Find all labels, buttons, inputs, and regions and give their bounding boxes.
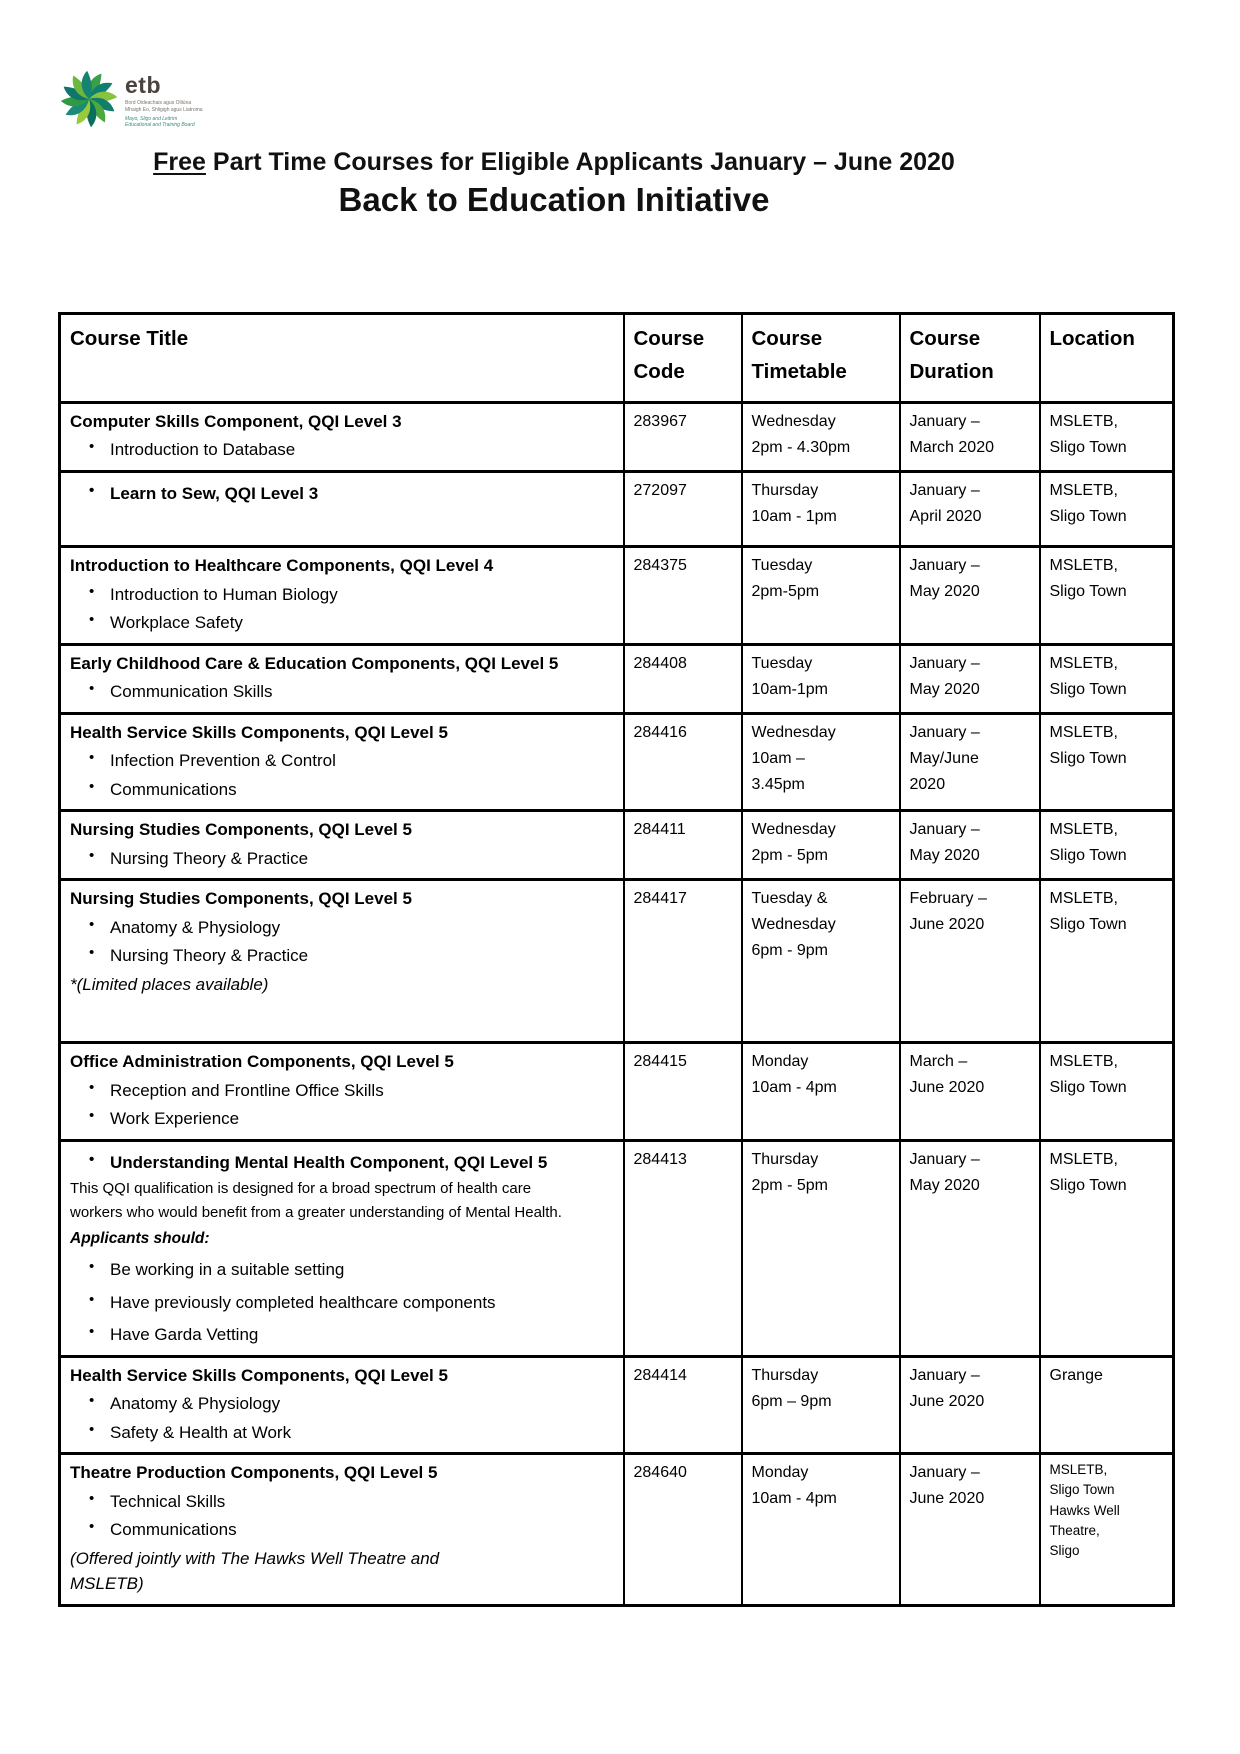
duration-line: January – bbox=[909, 1366, 980, 1384]
course-timetable-cell bbox=[742, 1454, 900, 1606]
timetable-line: 10am - 4pm bbox=[751, 1079, 837, 1097]
course-heading: Introduction to Healthcare Components, QQI Level 4 bbox=[70, 556, 494, 576]
timetable-line: Tuesday & bbox=[751, 890, 828, 908]
etb-logo bbox=[60, 70, 203, 129]
course-bullet-item: • Be working in a suitable setting bbox=[70, 1257, 575, 1283]
course-duration-cell bbox=[900, 1043, 1040, 1141]
course-location-cell bbox=[1040, 811, 1174, 880]
location-line: Sligo Town bbox=[1049, 1176, 1127, 1194]
page-title-block bbox=[0, 148, 1108, 219]
course-code-cell bbox=[624, 1140, 742, 1356]
course-title-cell bbox=[60, 1356, 624, 1454]
course-location-cell bbox=[1040, 1356, 1174, 1454]
location-line: Sligo Town bbox=[1049, 847, 1127, 865]
course-description: This QQI qualification is designed for a broad spectrum of health care workers who would benefit from a greater understanding of Mental Health. bbox=[70, 1180, 562, 1221]
duration-line: May/June bbox=[909, 749, 979, 767]
course-code: 284417 bbox=[633, 890, 687, 908]
course-code-cell bbox=[624, 471, 742, 547]
location-line: Sligo Town bbox=[1049, 680, 1127, 698]
header-line: Code bbox=[633, 359, 685, 383]
header-line: Duration bbox=[909, 359, 994, 383]
location-line: Sligo Town bbox=[1049, 1079, 1127, 1097]
course-note bbox=[70, 1546, 575, 1597]
course-code-cell bbox=[624, 1043, 742, 1141]
location-line: Sligo bbox=[1049, 1543, 1080, 1559]
timetable-line: Tuesday bbox=[751, 557, 813, 575]
course-duration-cell bbox=[900, 402, 1040, 471]
course-timetable-cell bbox=[742, 547, 900, 645]
table-row bbox=[60, 1454, 1174, 1606]
course-duration-cell bbox=[900, 1454, 1040, 1606]
table-row bbox=[60, 1043, 1174, 1141]
applicants-subheading: Applicants should: bbox=[70, 1229, 210, 1247]
course-title-cell bbox=[60, 880, 624, 1043]
course-location-cell bbox=[1040, 402, 1174, 471]
duration-line: March – bbox=[909, 1053, 968, 1071]
table-row bbox=[60, 1356, 1174, 1454]
course-heading: Office Administration Components, QQI Level 5 bbox=[70, 1052, 454, 1072]
timetable-line: 10am - 1pm bbox=[751, 507, 837, 525]
course-code: 284375 bbox=[633, 557, 687, 575]
course-code: 284415 bbox=[633, 1053, 687, 1071]
duration-line: January – bbox=[909, 1150, 980, 1168]
table-row bbox=[60, 644, 1174, 713]
course-code: 283967 bbox=[633, 412, 687, 430]
duration-line: February – bbox=[909, 890, 987, 908]
course-timetable-cell bbox=[742, 713, 900, 811]
course-code-cell bbox=[624, 644, 742, 713]
location-line: Sligo Town bbox=[1049, 916, 1127, 934]
timetable-line: Thursday bbox=[751, 1366, 819, 1384]
course-heading: Nursing Studies Components, QQI Level 5 bbox=[70, 889, 412, 909]
location-line: Sligo Town bbox=[1049, 1482, 1115, 1498]
course-location-cell bbox=[1040, 713, 1174, 811]
course-code: 284640 bbox=[633, 1464, 687, 1482]
course-code: 284408 bbox=[633, 654, 687, 672]
timetable-line: Wednesday bbox=[751, 412, 836, 430]
timetable-line: 6pm – 9pm bbox=[751, 1392, 832, 1410]
course-bullet-item: • Anatomy & Physiology bbox=[70, 1391, 575, 1417]
timetable-line: Monday bbox=[751, 1464, 809, 1482]
course-timetable-cell bbox=[742, 1140, 900, 1356]
duration-line: 2020 bbox=[909, 775, 946, 793]
course-note bbox=[70, 972, 575, 998]
timetable-line: Thursday bbox=[751, 1150, 819, 1168]
course-bullet-item: • Nursing Theory & Practice bbox=[70, 943, 575, 969]
course-heading: Health Service Skills Components, QQI Level 5 bbox=[70, 722, 448, 742]
table-row bbox=[60, 713, 1174, 811]
course-bullet-item: • Safety & Health at Work bbox=[70, 1420, 575, 1446]
course-heading: Computer Skills Component, QQI Level 3 bbox=[70, 411, 402, 431]
course-code: 272097 bbox=[633, 481, 687, 499]
table-row bbox=[60, 547, 1174, 645]
timetable-line: Wednesday bbox=[751, 723, 836, 741]
course-timetable-cell bbox=[742, 471, 900, 547]
header-line: Course Title bbox=[70, 327, 189, 350]
location-line: MSLETB, bbox=[1049, 654, 1118, 672]
location-line: MSLETB, bbox=[1049, 557, 1118, 575]
location-line: MSLETB, bbox=[1049, 1053, 1118, 1071]
timetable-line: Monday bbox=[751, 1053, 809, 1071]
duration-line: May 2020 bbox=[909, 680, 980, 698]
timetable-line: 2pm - 4.30pm bbox=[751, 438, 851, 456]
course-location-cell bbox=[1040, 547, 1174, 645]
timetable-line: 3.45pm bbox=[751, 775, 805, 793]
course-location-cell bbox=[1040, 1140, 1174, 1356]
logo-sub-line: Mhaigh Eo, Shligigh agus Liatroma bbox=[125, 106, 203, 113]
duration-line: January – bbox=[909, 557, 980, 575]
course-location-cell bbox=[1040, 1043, 1174, 1141]
timetable-line: 2pm - 5pm bbox=[751, 1176, 828, 1194]
course-title-cell bbox=[60, 402, 624, 471]
duration-line: May 2020 bbox=[909, 1176, 980, 1194]
course-bullet-item: • Introduction to Database bbox=[70, 437, 575, 463]
course-title-cell bbox=[60, 713, 624, 811]
duration-line: May 2020 bbox=[909, 583, 980, 601]
course-title-cell bbox=[60, 1454, 624, 1606]
location-line: Theatre, bbox=[1049, 1522, 1100, 1538]
course-duration-cell bbox=[900, 547, 1040, 645]
course-code: 284416 bbox=[633, 723, 687, 741]
course-timetable-cell bbox=[742, 811, 900, 880]
course-bullet-item: • Work Experience bbox=[70, 1106, 575, 1132]
course-title-cell bbox=[60, 547, 624, 645]
course-location-cell bbox=[1040, 880, 1174, 1043]
location-line: Sligo Town bbox=[1049, 438, 1127, 456]
note-line: *(Limited places available) bbox=[70, 974, 269, 994]
etb-swirl-icon bbox=[60, 70, 118, 128]
free-underlined-word: Free bbox=[153, 148, 206, 176]
timetable-line: 10am – bbox=[751, 749, 805, 767]
note-line: (Offered jointly with The Hawks Well Theatre and bbox=[70, 1548, 440, 1568]
column-header-course-timetable bbox=[742, 314, 900, 403]
column-header-course-code bbox=[624, 314, 742, 403]
course-timetable-cell bbox=[742, 644, 900, 713]
table-row bbox=[60, 880, 1174, 1043]
location-line: MSLETB, bbox=[1049, 1150, 1118, 1168]
logo-sub-line: Mayo, Sligo and Leitrim bbox=[125, 115, 178, 122]
course-bullet-item: • Anatomy & Physiology bbox=[70, 915, 575, 941]
timetable-line: 6pm - 9pm bbox=[751, 942, 828, 960]
duration-line: March 2020 bbox=[909, 438, 994, 456]
course-title-cell bbox=[60, 644, 624, 713]
header-line: Timetable bbox=[751, 359, 847, 383]
course-bullet-item: • Communications bbox=[70, 777, 575, 803]
course-code: 284411 bbox=[633, 821, 686, 839]
course-code-cell bbox=[624, 1356, 742, 1454]
course-duration-cell bbox=[900, 644, 1040, 713]
course-heading: Theatre Production Components, QQI Level 5 bbox=[70, 1463, 438, 1483]
course-bullet-item: • Have Garda Vetting bbox=[70, 1322, 575, 1348]
timetable-line: Wednesday bbox=[751, 916, 836, 934]
timetable-line: 10am - 4pm bbox=[751, 1490, 837, 1508]
column-header-course-title bbox=[60, 314, 624, 403]
course-code: 284414 bbox=[633, 1366, 687, 1384]
duration-line: January – bbox=[909, 1464, 980, 1482]
location-line: Sligo Town bbox=[1049, 583, 1127, 601]
course-bullet-item: • Communication Skills bbox=[70, 679, 575, 705]
header-line: Course bbox=[909, 327, 981, 350]
course-code-cell bbox=[624, 880, 742, 1043]
duration-line: January – bbox=[909, 412, 980, 430]
location-line: Hawks Well bbox=[1049, 1502, 1120, 1518]
course-bullet-item: • Nursing Theory & Practice bbox=[70, 846, 575, 872]
course-bullet-item: • Have previously completed healthcare components bbox=[70, 1290, 575, 1316]
course-title-cell bbox=[60, 471, 624, 547]
course-bullet-item: • Introduction to Human Biology bbox=[70, 582, 575, 608]
course-duration-cell bbox=[900, 1356, 1040, 1454]
course-duration-cell bbox=[900, 1140, 1040, 1356]
duration-line: June 2020 bbox=[909, 1490, 985, 1508]
course-title-cell bbox=[60, 1043, 624, 1141]
course-timetable-cell bbox=[742, 1043, 900, 1141]
location-line: MSLETB, bbox=[1049, 412, 1118, 430]
header-line: Course bbox=[751, 327, 823, 350]
course-title-cell bbox=[60, 811, 624, 880]
location-line: MSLETB, bbox=[1049, 890, 1118, 908]
timetable-line: Tuesday bbox=[751, 654, 813, 672]
courses-table bbox=[58, 312, 1175, 1607]
course-code-cell bbox=[624, 713, 742, 811]
page-title bbox=[0, 148, 1108, 177]
duration-line: January – bbox=[909, 654, 980, 672]
duration-line: June 2020 bbox=[909, 916, 985, 934]
duration-line: June 2020 bbox=[909, 1079, 985, 1097]
timetable-line: Thursday bbox=[751, 481, 819, 499]
course-code: 284413 bbox=[633, 1150, 687, 1168]
course-bullet-item: • Infection Prevention & Control bbox=[70, 748, 575, 774]
course-code-cell bbox=[624, 811, 742, 880]
location-line: MSLETB, bbox=[1049, 723, 1118, 741]
table-row bbox=[60, 811, 1174, 880]
note-line: MSLETB) bbox=[70, 1574, 144, 1594]
course-code-cell bbox=[624, 402, 742, 471]
course-location-cell bbox=[1040, 1454, 1174, 1606]
course-duration-cell bbox=[900, 811, 1040, 880]
logo-sub-lines bbox=[125, 100, 203, 129]
timetable-line: 2pm-5pm bbox=[751, 583, 820, 601]
course-location-cell bbox=[1040, 644, 1174, 713]
table-row bbox=[60, 1140, 1174, 1356]
course-heading-bullet: • Understanding Mental Health Component, QQI Level 5 bbox=[70, 1150, 575, 1176]
location-line: Sligo Town bbox=[1049, 749, 1127, 767]
duration-line: June 2020 bbox=[909, 1392, 985, 1410]
table-row bbox=[60, 402, 1174, 471]
duration-line: January – bbox=[909, 481, 980, 499]
course-timetable-cell bbox=[742, 1356, 900, 1454]
duration-line: January – bbox=[909, 821, 980, 839]
location-line: Grange bbox=[1049, 1366, 1103, 1384]
header-line: Course bbox=[633, 327, 705, 350]
course-timetable-cell bbox=[742, 880, 900, 1043]
course-heading: Early Childhood Care & Education Components, QQI Level 5 bbox=[70, 653, 559, 673]
timetable-line: 2pm - 5pm bbox=[751, 847, 828, 865]
logo-sub-line: Educational and Training Board bbox=[125, 122, 195, 129]
page-subtitle: Back to Education Initiative bbox=[338, 181, 770, 218]
course-code-cell bbox=[624, 1454, 742, 1606]
course-duration-cell bbox=[900, 471, 1040, 547]
course-bullet-item: • Reception and Frontline Office Skills bbox=[70, 1078, 575, 1104]
course-bullet-item: • Workplace Safety bbox=[70, 610, 575, 636]
location-line: MSLETB, bbox=[1049, 1462, 1108, 1478]
course-timetable-cell bbox=[742, 402, 900, 471]
logo-brand: etb bbox=[125, 72, 161, 98]
course-duration-cell bbox=[900, 713, 1040, 811]
course-heading-bullet: • Learn to Sew, QQI Level 3 bbox=[70, 481, 575, 507]
header-line: Location bbox=[1049, 327, 1135, 350]
duration-line: May 2020 bbox=[909, 847, 980, 865]
duration-line: April 2020 bbox=[909, 507, 982, 525]
duration-line: January – bbox=[909, 723, 980, 741]
course-bullet-item: • Communications bbox=[70, 1517, 575, 1543]
course-heading: Health Service Skills Components, QQI Level 5 bbox=[70, 1365, 448, 1385]
course-code-cell bbox=[624, 547, 742, 645]
location-line: MSLETB, bbox=[1049, 821, 1118, 839]
timetable-line: 10am-1pm bbox=[751, 680, 828, 698]
location-line: Sligo Town bbox=[1049, 507, 1127, 525]
location-line: MSLETB, bbox=[1049, 481, 1118, 499]
course-duration-cell bbox=[900, 880, 1040, 1043]
course-bullet-item: • Technical Skills bbox=[70, 1489, 575, 1515]
column-header-location bbox=[1040, 314, 1174, 403]
title-rest: Part Time Courses for Eligible Applicants January – June 2020 bbox=[205, 148, 955, 176]
timetable-line: Wednesday bbox=[751, 821, 836, 839]
logo-sub-line: Bord Oideachais agus Oiliúna bbox=[125, 100, 192, 106]
table-row bbox=[60, 471, 1174, 547]
column-header-course-duration bbox=[900, 314, 1040, 403]
header-row bbox=[60, 314, 1174, 403]
course-title-cell bbox=[60, 1140, 624, 1356]
course-location-cell bbox=[1040, 471, 1174, 547]
course-heading: Nursing Studies Components, QQI Level 5 bbox=[70, 820, 412, 840]
